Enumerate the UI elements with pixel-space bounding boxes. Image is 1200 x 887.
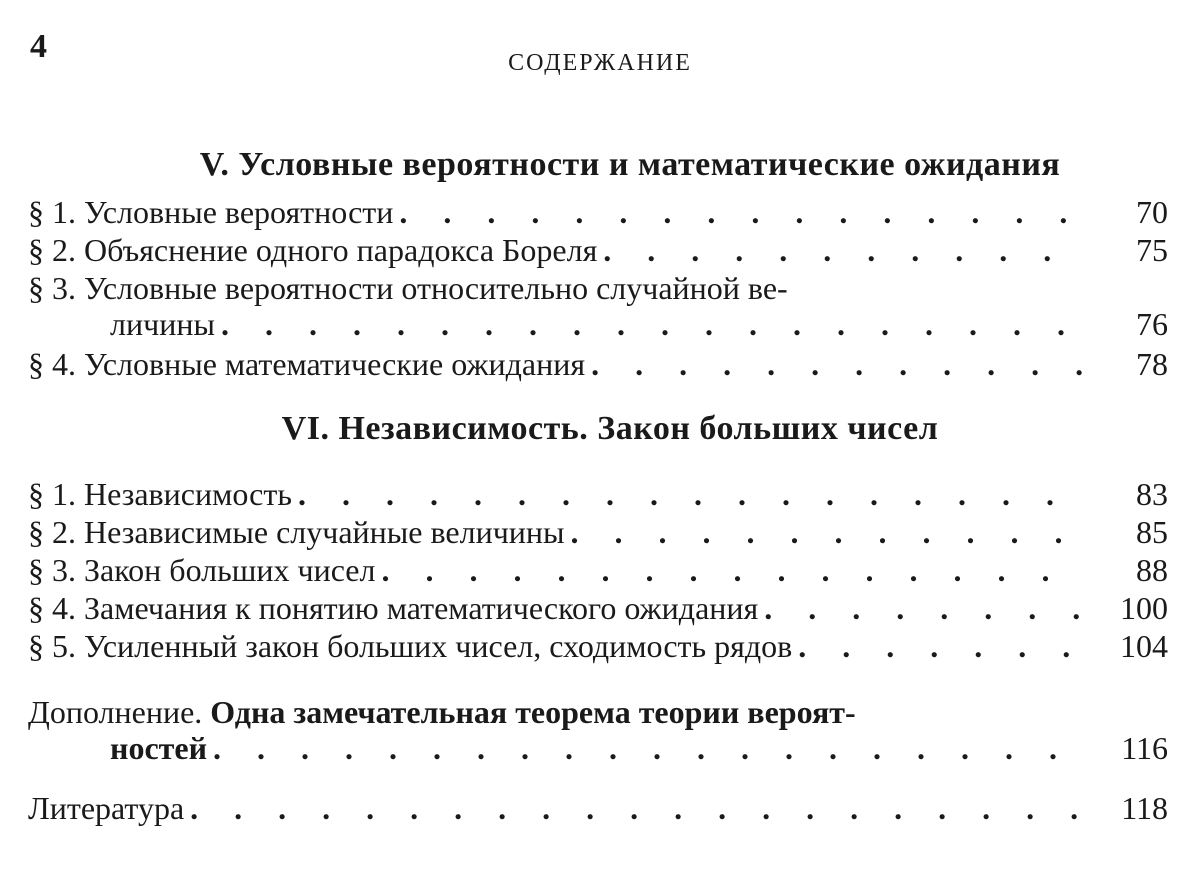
section-number: § 2. [28, 232, 76, 268]
dot-leader [213, 730, 1082, 766]
dot-leader [298, 476, 1082, 512]
page-ref: 118 [1121, 790, 1168, 826]
entry-title: Усиленный закон больших чисел, сходимость рядов [84, 628, 793, 664]
toc-entry [28, 628, 1168, 664]
dot-leader [190, 790, 1082, 826]
page-ref: 78 [1136, 346, 1168, 382]
entry-title: Замечания к понятию математического ожидания [84, 590, 759, 626]
appendix-title-continuation: ностей [110, 730, 207, 766]
entry-title: Закон больших чисел [84, 552, 376, 588]
dot-leader [603, 232, 1082, 268]
toc-entry-appendix [28, 694, 1168, 766]
page-ref: 70 [1136, 194, 1168, 230]
dot-leader [381, 552, 1082, 588]
entry-title: Объяснение одного парадокса Бореля [84, 232, 598, 268]
page-number: 4 [30, 28, 47, 65]
appendix-title: Одна замечательная теорема теории вероят- [210, 694, 856, 730]
section-number: § 3. [28, 270, 76, 306]
entry-title: Условные вероятности [84, 194, 394, 230]
toc-entry [28, 514, 1168, 550]
dot-leader [399, 194, 1082, 230]
entry-title: Независимые случайные величины [84, 514, 565, 550]
dot-leader [221, 306, 1082, 342]
toc-entry [28, 346, 1168, 382]
chapter-title-5: V. Условные вероятности и математические ожидания [199, 146, 1061, 183]
appendix-label: Дополнение. [28, 694, 203, 730]
toc-entry [28, 476, 1168, 512]
section-number: § 5. [28, 628, 76, 664]
entry-title: Условные математические ожидания [84, 346, 586, 382]
running-head: СОДЕРЖАНИЕ [508, 50, 692, 76]
section-number: § 4. [28, 346, 76, 382]
section-number: § 4. [28, 590, 76, 626]
dot-leader [764, 590, 1082, 626]
toc-entry-literature [28, 790, 1168, 826]
entry-title: Условные вероятности относительно случайной ве- [84, 270, 788, 306]
page-ref: 88 [1136, 552, 1168, 588]
toc-entry [28, 552, 1168, 588]
section-number: § 1. [28, 476, 76, 512]
page-ref: 116 [1121, 730, 1168, 766]
literature-title: Литература [28, 790, 185, 826]
toc-entry [28, 194, 1168, 230]
entry-title: Независимость [84, 476, 292, 512]
dot-leader [591, 346, 1082, 382]
toc-entry [28, 270, 1168, 342]
toc-entry [28, 232, 1168, 268]
page-ref: 85 [1136, 514, 1168, 550]
page-ref: 75 [1136, 232, 1168, 268]
section-number: § 1. [28, 194, 76, 230]
page-ref: 104 [1120, 628, 1168, 664]
section-number: § 3. [28, 552, 76, 588]
page-ref: 100 [1120, 590, 1168, 626]
toc-entry [28, 590, 1168, 626]
chapter-title-6: VI. Независимость. Закон больших чисел [281, 410, 939, 447]
entry-title-continuation: личины [110, 306, 215, 342]
dot-leader [571, 514, 1082, 550]
section-number: § 2. [28, 514, 76, 550]
page-ref: 76 [1136, 306, 1168, 342]
dot-leader [798, 628, 1082, 664]
page-ref: 83 [1136, 476, 1168, 512]
